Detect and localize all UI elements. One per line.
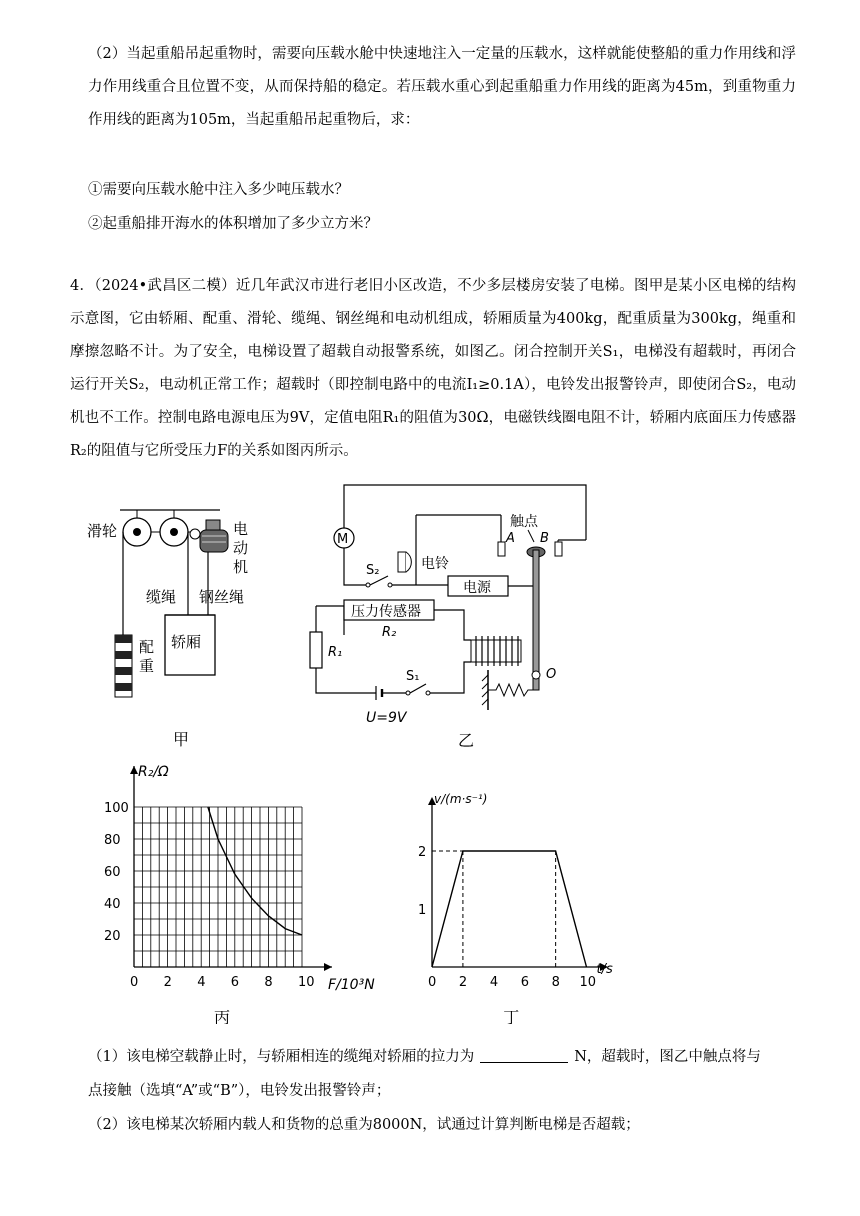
x-tick-label: 6 xyxy=(230,975,240,990)
y-tick-label: 2 xyxy=(418,845,427,860)
label-motor-1: 电 xyxy=(233,520,249,538)
q3-sub2: ②起重船排开海水的体积增加了多少立方米？ xyxy=(88,216,378,232)
label-motor-3: 机 xyxy=(233,558,249,576)
label-sensor: 压力传感器 xyxy=(351,604,421,620)
q4-sub1-line2: 点接触（选填“A”或“B”），电铃发出报警铃声； xyxy=(88,1083,391,1099)
label-power: 电源 xyxy=(463,580,491,596)
y-tick-label: 60 xyxy=(104,865,121,880)
caption-ding: 丁 xyxy=(503,1008,520,1024)
x-tick-label: 10 xyxy=(579,975,597,990)
figure-yi xyxy=(306,480,606,750)
label-r2: R₂ xyxy=(382,625,397,640)
label-cable: 缆绳 xyxy=(146,588,177,606)
figure-jia xyxy=(82,490,282,760)
label-pivot: O xyxy=(546,667,557,682)
x-axis-label: F/10³N xyxy=(328,977,375,993)
spring xyxy=(488,684,533,696)
caption-yi: 乙 xyxy=(458,731,475,750)
caption-jia: 甲 xyxy=(173,730,190,749)
x-tick-label: 8 xyxy=(264,975,273,990)
q4-stem xyxy=(70,270,796,468)
x-tick-label: 6 xyxy=(520,975,530,990)
switch-s1 xyxy=(410,684,426,693)
y-axis-label: v/(m·s⁻¹) xyxy=(434,792,488,806)
q3-sub1: ①需要向压载水舱中注入多少吨压载水？ xyxy=(88,182,349,198)
x-tick-label: 0 xyxy=(130,975,139,990)
label-s1: S₁ xyxy=(406,669,420,684)
q4-sub1-b: N，超载时，图乙中触点将与 xyxy=(574,1049,761,1065)
label-car: 轿厢 xyxy=(171,633,202,651)
velocity-curve xyxy=(432,851,587,967)
bell-symbol xyxy=(398,552,406,572)
x-axis-arrow xyxy=(324,963,332,971)
motor-body xyxy=(200,530,228,552)
contact-a xyxy=(498,542,505,556)
caption-bing: 丙 xyxy=(214,1008,231,1024)
label-voltage: U=9V xyxy=(366,710,407,726)
chart-bing xyxy=(96,752,396,1024)
x-tick-label: 10 xyxy=(298,975,315,990)
y-tick-label: 80 xyxy=(104,833,121,848)
label-counter-1: 配 xyxy=(139,638,155,656)
x-tick-label: 4 xyxy=(197,975,206,990)
x-tick-label: 8 xyxy=(551,975,560,990)
q4-number: 4． xyxy=(70,278,95,294)
q4-sub1-line1 xyxy=(88,1045,761,1066)
motor-letter: M xyxy=(337,532,349,547)
chart-ding xyxy=(402,752,642,1024)
q3-part2: （2）当起重船吊起重物时，需要向压载水舱中快速地注入一定量的压载水，这样就能使整船的重力作用线和浮力作用线重合且位置不变，从而保持船的稳定。若压载水重心到起重船重力作用线的距离为45m，到重物重力作用线的距离为105m，当起重船吊起重物后，求： xyxy=(88,46,796,128)
x-tick-label: 0 xyxy=(428,975,437,990)
q4-sub2: （2）该电梯某次轿厢内载人和货物的总重为8000N，试通过计算判断电梯是否超载； xyxy=(88,1117,640,1133)
answer-blank-tension[interactable] xyxy=(480,1048,568,1063)
label-b: B xyxy=(540,531,549,546)
resistor-r1 xyxy=(310,632,322,668)
label-bell: 电铃 xyxy=(421,556,449,572)
y-axis-label: R₂/Ω xyxy=(138,764,169,780)
x-tick-label: 2 xyxy=(458,975,468,990)
armature-lever xyxy=(533,550,539,690)
label-motor-2: 动 xyxy=(233,539,249,557)
label-r1: R₁ xyxy=(328,645,343,660)
label-contact: 触点 xyxy=(510,514,538,530)
x-axis-label: t/s xyxy=(596,962,613,977)
y-axis-arrow xyxy=(130,766,138,774)
electromagnet-core xyxy=(471,640,521,662)
y-tick-label: 40 xyxy=(104,897,121,912)
q4-source: （2024•武昌区二模） xyxy=(94,278,236,294)
label-pulley: 滑轮 xyxy=(87,522,118,540)
counterweight xyxy=(115,635,132,697)
q4-sub1-a: （1）该电梯空载静止时，与轿厢相连的缆绳对轿厢的拉力为 xyxy=(88,1049,475,1065)
y-tick-label: 1 xyxy=(418,903,427,918)
x-tick-label: 4 xyxy=(489,975,499,990)
y-tick-label: 100 xyxy=(104,801,129,816)
label-counter-2: 重 xyxy=(139,657,155,675)
label-wire: 钢丝绳 xyxy=(199,588,245,606)
x-tick-label: 2 xyxy=(163,975,172,990)
q4-stem-text: 近几年武汉市进行老旧小区改造，不少多层楼房安装了电梯。图甲是某小区电梯的结构示意图，它由轿厢、配重、滑轮、缆绳、钢丝绳和电动机组成，轿厢质量为400kg，配重质量为300kg，绳重和摩擦忽略不计。为了安全，电梯设置了超载自动报警系统，如图乙。闭合控制开关S₁，电梯没有超载时，再闭合运行开关S₂，电动机正常工作；超载时（即控制电路中的电流I₁≥0.1A），电铃发出报警铃声，即使闭合S₂，电动机也不工作。控制电路电源电压为9V，定值电阻R₁的阻值为30Ω，电磁铁线圈电阻不计，轿厢内底面压力传感器R₂的阻值与它所受压力F的关系如图丙所示。 xyxy=(70,278,796,459)
contact-b xyxy=(555,542,562,556)
label-a: A xyxy=(506,531,515,546)
y-tick-label: 20 xyxy=(104,929,121,944)
label-s2: S₂ xyxy=(366,563,380,578)
